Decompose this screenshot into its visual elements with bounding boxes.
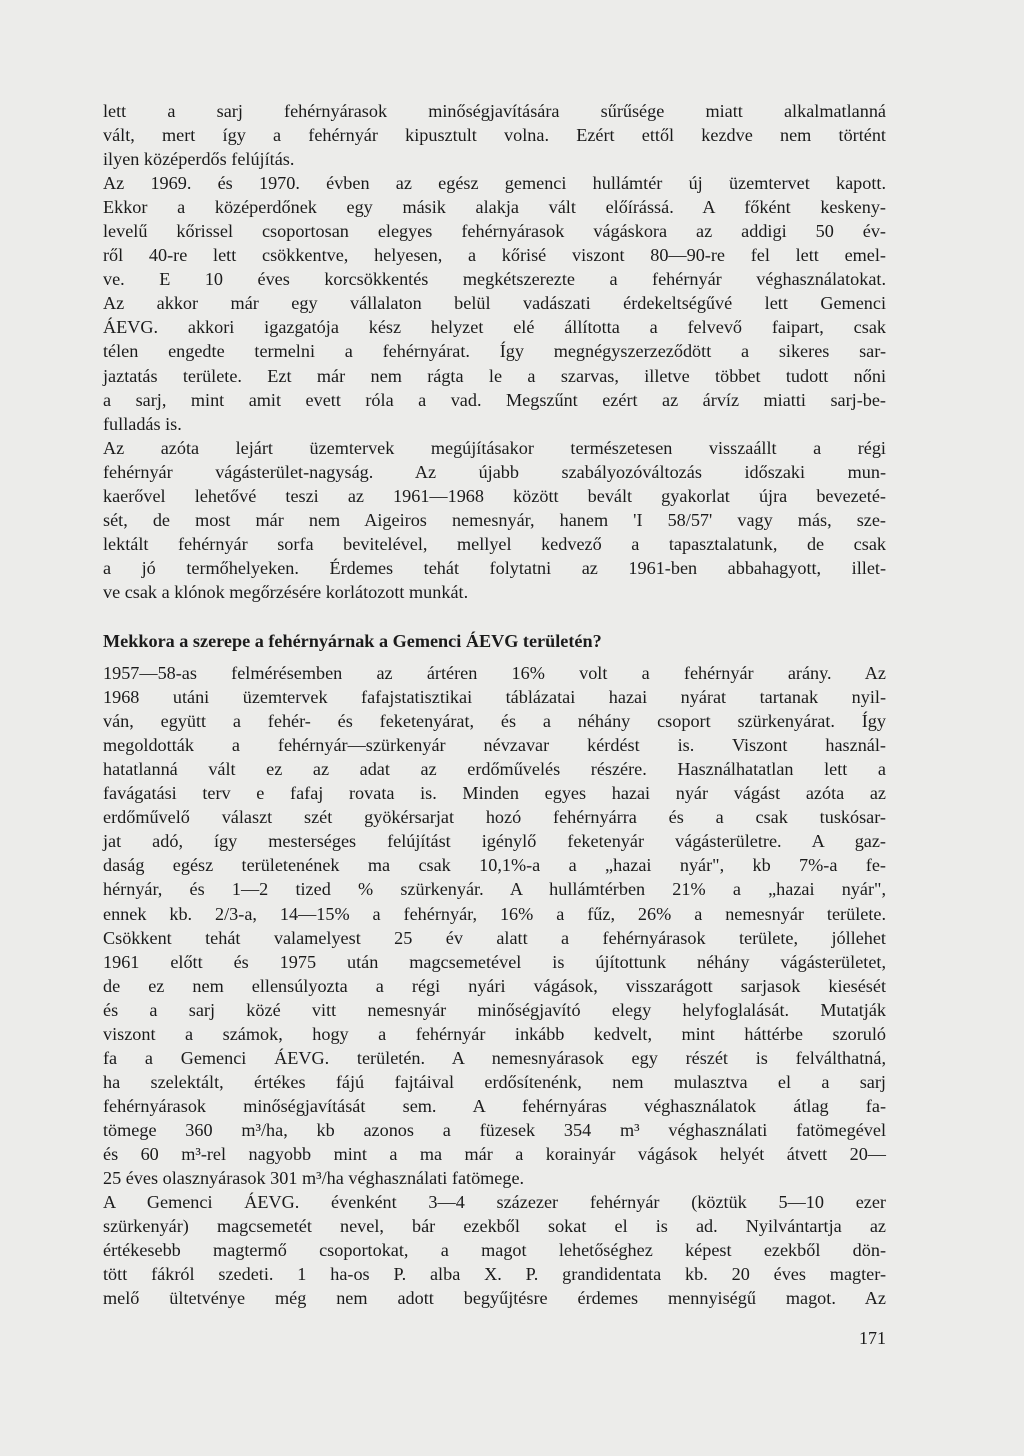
text-line: melő ültetvénye még nem adott begyűjtésre érdemes mennyiségű magot. Az xyxy=(103,1288,886,1309)
text-line: lektált fehérnyár sorfa bevitelével, mellyel kedvező a tapasztalatunk, de csak xyxy=(103,533,886,554)
text-line: daság egész területenének ma csak 10,1%-a a „hazai nyár", kb 7%-a fe- xyxy=(103,855,886,876)
text-line: tömege 360 m³/ha, kb azonos a füzesek 354 m³ véghasználati fatömegével xyxy=(103,1119,886,1140)
text-line: tött fákról szedeti. 1 ha-os P. alba X. P. grandidentata kb. 20 éves magter- xyxy=(103,1264,886,1285)
heading-spacer xyxy=(103,653,886,661)
text-line: Ekkor a középerdőnek egy másik alakja vált előírássá. A főként keskeny- xyxy=(103,197,886,218)
text-line: de ez nem ellensúlyozta a régi nyári vágások, visszarágott sarjasok kiesését xyxy=(103,975,886,996)
text-line: ről 40-re lett csökkentve, helyesen, a kőrisé viszont 80—90-re fel lett emel- xyxy=(103,245,886,266)
text-line: levelű kőrissel csoportosan elegyes fehérnyárasok vágáskora az addigi 50 év- xyxy=(103,221,886,242)
text-block-section xyxy=(103,629,886,1310)
text-line: megoldották a fehérnyár—szürkenyár névzavar kérdést is. Viszont használ- xyxy=(103,735,886,756)
text-line: fulladás is. xyxy=(103,413,182,434)
text-block-top xyxy=(103,99,886,604)
text-line: értékesebb magtermő csoportokat, a magot lehetőséghez képest ezekből dön- xyxy=(103,1240,886,1261)
text-line: a sarj, mint amit evett róla a vad. Megszűnt ezért az árvíz miatti sarj-be- xyxy=(103,389,886,410)
text-line: és a sarj közé vitt nemesnyár minőségjavító elegy helyfoglalását. Mutatják xyxy=(103,999,886,1020)
text-line: hérnyár, és 1—2 tized % szürkenyár. A hullámtérben 21% a „hazai nyár", xyxy=(103,879,886,900)
text-line: ve csak a klónok megőrzésére korlátozott munkát. xyxy=(103,581,469,602)
text-line: és 60 m³-rel nagyobb mint a ma már a korainyár vágások helyét átvett 20— xyxy=(103,1143,886,1164)
text-line: fa a Gemenci ÁEVG. területén. A nemesnyárasok egy részét is felválthatná, xyxy=(103,1047,886,1068)
text-line: a jó termőhelyeken. Érdemes tehát folytatni az 1961-ben abbahagyott, illet- xyxy=(103,557,886,578)
text-line: Az azóta lejárt üzemtervek megújításakor természetesen visszaállt a régi xyxy=(103,437,886,458)
text-line: erdőművelő választ szét gyökérsarjat hozó fehérnyárra és a csak tuskósar- xyxy=(103,807,886,828)
text-line: Az akkor már egy vállalaton belül vadászati érdekeltségűvé lett Gemenci xyxy=(103,293,886,314)
text-line: 1968 utáni üzemtervek fafajstatisztikai táblázatai hazai nyárat tartanak nyil- xyxy=(103,687,886,708)
text-line: vált, mert így a fehérnyár kipusztult volna. Ezért ettől kezdve nem történt xyxy=(103,125,886,146)
text-line: 1961 előtt és 1975 után magcsemetével is újítottunk néhány vágásterületet, xyxy=(103,951,886,972)
text-line: Az 1969. és 1970. évben az egész gemenci hullámtér új üzemtervet kapott. xyxy=(103,173,886,194)
text-line: fehérnyár vágásterület-nagyság. Az újabb szabályozóváltozás időszaki mun- xyxy=(103,461,886,482)
text-line: A Gemenci ÁEVG. évenként 3—4 százezer fehérnyár (köztük 5—10 ezer xyxy=(103,1192,886,1213)
text-line: ha szelektált, értékes fájú fajtáival erdősítenénk, nem mulasztva el a sarj xyxy=(103,1071,886,1092)
text-line: ilyen középerdős felújítás. xyxy=(103,149,295,170)
text-line: 1957—58-as felmérésemben az ártéren 16% volt a fehérnyár arány. Az xyxy=(103,663,886,684)
text-line: fehérnyárasok minőségjavítását sem. A fehérnyáras véghasználatok átlag fa- xyxy=(103,1095,886,1116)
text-line: szürkenyár) magcsemetét nevel, bár ezekből sokat el is ad. Nyilvántartja az xyxy=(103,1216,886,1237)
section-heading: Mekkora a szerepe a fehérnyárnak a Gemenci ÁEVG területén? xyxy=(103,631,602,651)
text-line: jat adó, így mesterséges felújítást igénylő feketenyár vágásterületre. A gaz- xyxy=(103,831,886,852)
text-line: télen engedte termelni a fehérnyárat. Így megnégyszerzeződött a sikeres sar- xyxy=(103,341,886,362)
text-line: Csökkent tehát valamelyest 25 év alatt a fehérnyárasok területe, jóllehet xyxy=(103,927,886,948)
text-line: kaerővel lehetővé teszi az 1961—1968 között bevált gyakorlat újra bevezeté- xyxy=(103,485,886,506)
text-line: 25 éves olasznyárasok 301 m³/ha véghasználati fatömege. xyxy=(103,1168,525,1189)
text-line: ván, együtt a fehér- és feketenyárat, és a néhány csoport szürkenyárat. Így xyxy=(103,711,886,732)
text-line: lett a sarj fehérnyárasok minőségjavítására sűrűsége miatt alkalmatlanná xyxy=(103,101,886,121)
text-line: viszont a számok, hogy a fehérnyár inkább kedvelt, mint háttérbe szoruló xyxy=(103,1023,886,1044)
text-line: sét, de most már nem Aigeiros nemesnyár, hanem 'I 58/57' vagy más, sze- xyxy=(103,509,886,530)
text-line: favágatási terv e fafaj rovata is. Minden egyes hazai nyár vágást azóta az xyxy=(103,783,886,804)
text-line: hatatlanná vált ez az adat az erdőművelés részére. Használhatatlan lett a xyxy=(103,759,886,780)
text-line: ÁEVG. akkori igazgatója kész helyzet elé állította a felvevő faipart, csak xyxy=(103,317,886,338)
page-number: 171 xyxy=(859,1328,886,1348)
text-line: ennek kb. 2/3-a, 14—15% a fehérnyár, 16% a fűz, 26% a nemesnyár területe. xyxy=(103,903,886,924)
text-line: jaztatás területe. Ezt már nem rágta le a szarvas, illetve többet tudott nőni xyxy=(103,365,886,386)
text-line: ve. E 10 éves korcsökkentés megkétszerezte a fehérnyár véghasználatokat. xyxy=(103,269,886,290)
